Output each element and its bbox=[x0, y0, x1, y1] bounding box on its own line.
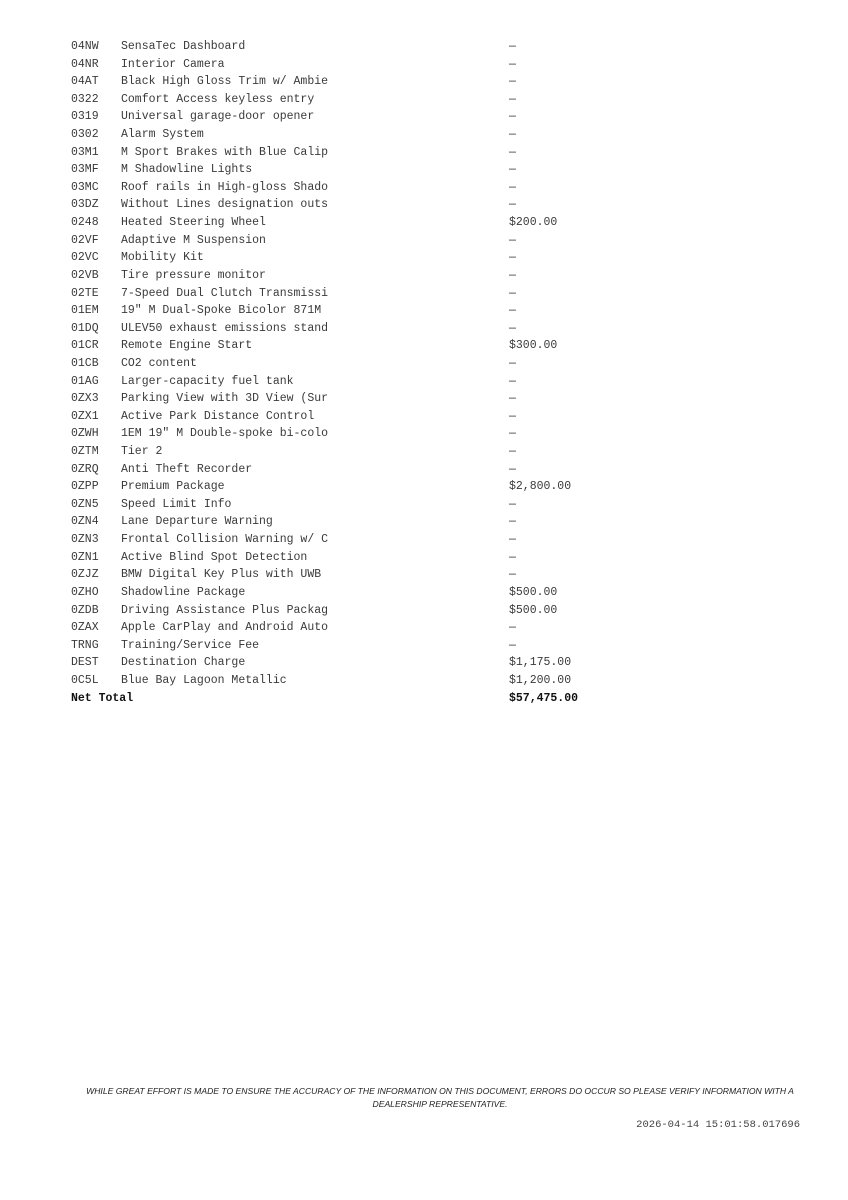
option-price: — bbox=[509, 374, 516, 388]
line-item-row bbox=[71, 584, 631, 602]
line-item-row bbox=[71, 461, 631, 479]
option-description: Parking View with 3D View (Sur bbox=[121, 392, 329, 406]
option-price: $1,175.00 bbox=[509, 656, 572, 670]
line-item-row bbox=[71, 531, 631, 549]
option-description: M Shadowline Lights bbox=[121, 163, 253, 177]
line-item-row bbox=[71, 302, 631, 320]
option-description: Mobility Kit bbox=[121, 251, 204, 265]
option-price: — bbox=[509, 409, 516, 423]
line-item-row bbox=[71, 408, 631, 426]
option-price: $500.00 bbox=[509, 603, 558, 617]
option-code: 0302 bbox=[71, 128, 99, 142]
option-price: — bbox=[509, 550, 516, 564]
option-description: Destination Charge bbox=[121, 656, 246, 670]
option-price: $300.00 bbox=[509, 339, 558, 353]
line-item-row bbox=[71, 285, 631, 303]
net-total-label: Net Total bbox=[71, 691, 134, 705]
line-item-row bbox=[71, 320, 631, 338]
net-total-value: $57,475.00 bbox=[509, 691, 579, 705]
option-description: Active Park Distance Control bbox=[121, 409, 315, 423]
line-item-row bbox=[71, 232, 631, 250]
option-code: 0ZRQ bbox=[71, 462, 99, 476]
disclaimer bbox=[70, 1085, 810, 1111]
option-description: Black High Gloss Trim w/ Ambie bbox=[121, 75, 329, 89]
line-item-row bbox=[71, 267, 631, 285]
option-price: — bbox=[509, 57, 516, 71]
generated-timestamp: 2026-04-14 15:01:58.017696 bbox=[636, 1119, 800, 1131]
option-line-items bbox=[71, 38, 631, 707]
option-code: 02VF bbox=[71, 233, 99, 247]
option-description: Premium Package bbox=[121, 480, 225, 494]
option-price: — bbox=[509, 304, 516, 318]
option-code: 0ZX1 bbox=[71, 409, 99, 423]
option-description: BMW Digital Key Plus with UWB bbox=[121, 568, 322, 582]
line-items-list bbox=[71, 38, 631, 690]
option-code: 03M1 bbox=[71, 145, 99, 159]
line-item-row bbox=[71, 214, 631, 232]
option-price: — bbox=[509, 286, 516, 300]
line-item-row bbox=[71, 144, 631, 162]
option-price: $2,800.00 bbox=[509, 480, 572, 494]
line-item-row bbox=[71, 56, 631, 74]
option-code: 0322 bbox=[71, 92, 99, 106]
option-code: 04NR bbox=[71, 57, 99, 71]
option-price: — bbox=[509, 75, 516, 89]
option-code: 02TE bbox=[71, 286, 99, 300]
line-item-row bbox=[71, 73, 631, 91]
line-item-row bbox=[71, 549, 631, 567]
line-item-row bbox=[71, 496, 631, 514]
option-price: — bbox=[509, 515, 516, 529]
option-price: — bbox=[509, 198, 516, 212]
option-description: Tire pressure monitor bbox=[121, 268, 266, 282]
option-price: — bbox=[509, 638, 516, 652]
option-description: Interior Camera bbox=[121, 57, 225, 71]
option-description: Roof rails in High-gloss Shado bbox=[121, 180, 329, 194]
option-description: Without Lines designation outs bbox=[121, 198, 329, 212]
option-description: ULEV50 exhaust emissions stand bbox=[121, 321, 329, 335]
option-price: — bbox=[509, 128, 516, 142]
option-code: 0ZPP bbox=[71, 480, 99, 494]
option-code: TRNG bbox=[71, 638, 99, 652]
net-total-row bbox=[71, 690, 631, 708]
option-description: Heated Steering Wheel bbox=[121, 216, 266, 230]
option-description: SensaTec Dashboard bbox=[121, 40, 246, 53]
option-price: — bbox=[509, 462, 516, 476]
option-price: $1,200.00 bbox=[509, 673, 572, 687]
option-code: 0ZJZ bbox=[71, 568, 99, 582]
option-price: — bbox=[509, 110, 516, 124]
option-description: Training/Service Fee bbox=[121, 638, 260, 652]
line-item-row bbox=[71, 337, 631, 355]
option-code: 0ZN3 bbox=[71, 533, 99, 547]
option-price: — bbox=[509, 445, 516, 459]
option-price: — bbox=[509, 268, 516, 282]
line-item-row bbox=[71, 38, 631, 56]
line-item-row bbox=[71, 654, 631, 672]
line-item-row bbox=[71, 672, 631, 690]
line-item-row bbox=[71, 513, 631, 531]
option-price: — bbox=[509, 356, 516, 370]
line-item-row bbox=[71, 443, 631, 461]
option-price: — bbox=[509, 40, 516, 53]
line-item-row bbox=[71, 425, 631, 443]
option-code: 01CB bbox=[71, 356, 99, 370]
option-code: 03DZ bbox=[71, 198, 99, 212]
line-item-row bbox=[71, 161, 631, 179]
option-description: Adaptive M Suspension bbox=[121, 233, 266, 247]
option-description: Lane Departure Warning bbox=[121, 515, 273, 529]
option-price: — bbox=[509, 145, 516, 159]
option-price: — bbox=[509, 392, 516, 406]
option-price: — bbox=[509, 427, 516, 441]
option-code: 0ZWH bbox=[71, 427, 99, 441]
option-description: Apple CarPlay and Android Auto bbox=[121, 621, 329, 635]
option-description: Remote Engine Start bbox=[121, 339, 253, 353]
option-code: 0C5L bbox=[71, 673, 99, 687]
option-code: 01EM bbox=[71, 304, 99, 318]
option-description: 7-Speed Dual Clutch Transmissi bbox=[121, 286, 329, 300]
line-item-row bbox=[71, 179, 631, 197]
option-price: — bbox=[509, 621, 516, 635]
option-description: M Sport Brakes with Blue Calip bbox=[121, 145, 329, 159]
option-code: 04NW bbox=[71, 40, 99, 53]
option-description: Larger-capacity fuel tank bbox=[121, 374, 294, 388]
option-description: Anti Theft Recorder bbox=[121, 462, 253, 476]
line-item-row bbox=[71, 566, 631, 584]
line-item-row bbox=[71, 108, 631, 126]
option-code: DEST bbox=[71, 656, 99, 670]
option-description: 19" M Dual-Spoke Bicolor 871M bbox=[121, 304, 322, 318]
line-item-row bbox=[71, 126, 631, 144]
option-description: Universal garage-door opener bbox=[121, 110, 315, 124]
option-code: 01DQ bbox=[71, 321, 99, 335]
option-price: — bbox=[509, 163, 516, 177]
option-price: — bbox=[509, 568, 516, 582]
line-item-row bbox=[71, 478, 631, 496]
option-code: 0ZTM bbox=[71, 445, 99, 459]
line-item-row bbox=[71, 196, 631, 214]
line-item-row bbox=[71, 637, 631, 655]
option-code: 0ZX3 bbox=[71, 392, 99, 406]
line-item-row bbox=[71, 355, 631, 373]
option-description: Speed Limit Info bbox=[121, 497, 232, 511]
option-description: 1EM 19" M Double-spoke bi-colo bbox=[121, 427, 329, 441]
option-description: Frontal Collision Warning w/ C bbox=[121, 533, 329, 547]
option-price: — bbox=[509, 533, 516, 547]
option-price: $500.00 bbox=[509, 585, 558, 599]
option-code: 0ZHO bbox=[71, 585, 99, 599]
option-code: 0248 bbox=[71, 216, 99, 230]
option-code: 0319 bbox=[71, 110, 99, 124]
option-code: 0ZN1 bbox=[71, 550, 99, 564]
option-description: Comfort Access keyless entry bbox=[121, 92, 315, 106]
option-description: Tier 2 bbox=[121, 445, 163, 459]
option-description: Driving Assistance Plus Packag bbox=[121, 603, 329, 617]
option-price: — bbox=[509, 233, 516, 247]
option-code: 01CR bbox=[71, 339, 99, 353]
line-item-row bbox=[71, 619, 631, 637]
disclaimer-line-1: WHILE GREAT EFFORT IS MADE TO ENSURE THE ACCURACY OF THE INFORMATION ON THIS DOCUMENT, ERRORS DO OCCUR SO PLEASE VERIFY INFORMATION WITH A bbox=[86, 1086, 794, 1096]
line-item-row bbox=[71, 373, 631, 391]
option-code: 0ZDB bbox=[71, 603, 99, 617]
option-description: Blue Bay Lagoon Metallic bbox=[121, 673, 287, 687]
option-code: 0ZAX bbox=[71, 621, 99, 635]
line-item-row bbox=[71, 602, 631, 620]
option-code: 01AG bbox=[71, 374, 99, 388]
line-item-row bbox=[71, 91, 631, 109]
option-price: — bbox=[509, 92, 516, 106]
option-description: CO2 content bbox=[121, 356, 197, 370]
option-price: $200.00 bbox=[509, 216, 558, 230]
option-description: Active Blind Spot Detection bbox=[121, 550, 308, 564]
option-code: 02VC bbox=[71, 251, 99, 265]
option-price: — bbox=[509, 497, 516, 511]
option-price: — bbox=[509, 251, 516, 265]
option-code: 04AT bbox=[71, 75, 99, 89]
option-code: 03MF bbox=[71, 163, 99, 177]
line-item-row bbox=[71, 390, 631, 408]
option-price: — bbox=[509, 180, 516, 194]
option-description: Shadowline Package bbox=[121, 585, 246, 599]
option-code: 0ZN5 bbox=[71, 497, 99, 511]
option-description: Alarm System bbox=[121, 128, 204, 142]
option-code: 0ZN4 bbox=[71, 515, 99, 529]
line-item-row bbox=[71, 249, 631, 267]
option-price: — bbox=[509, 321, 516, 335]
option-code: 03MC bbox=[71, 180, 99, 194]
option-code: 02VB bbox=[71, 268, 99, 282]
disclaimer-line-2: DEALERSHIP REPRESENTATIVE. bbox=[372, 1099, 508, 1109]
